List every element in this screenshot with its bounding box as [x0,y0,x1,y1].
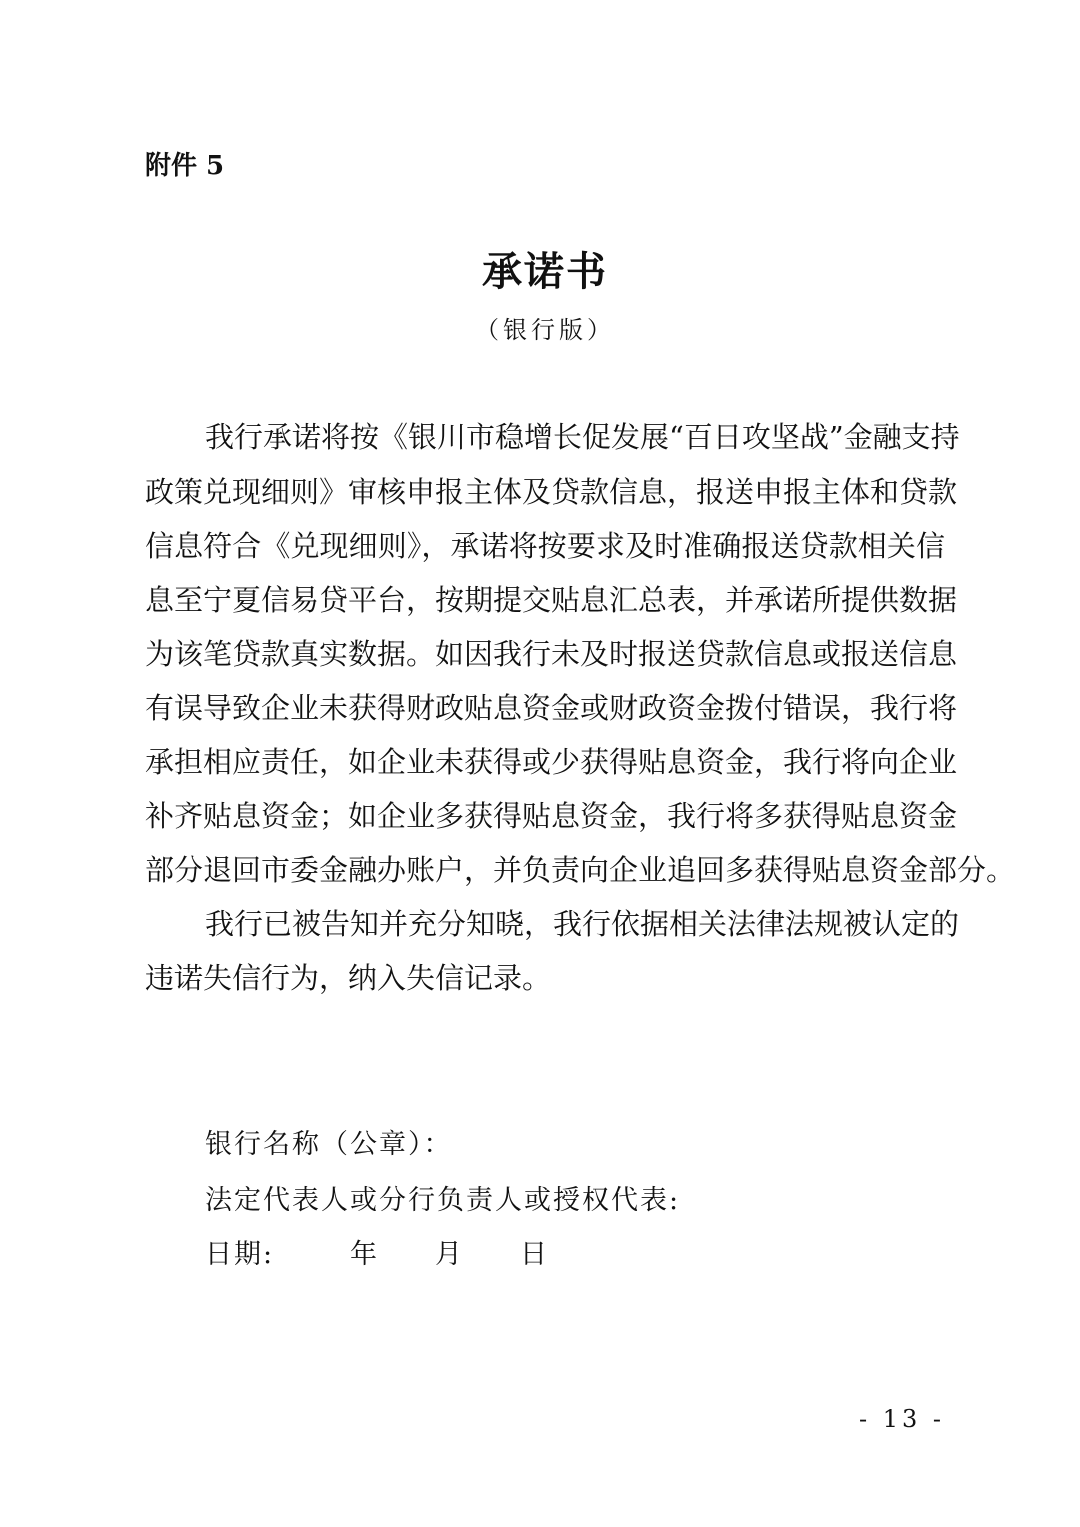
text-line: 我行已被告知并充分知晓，我行依据相关法律法规被认定的 [205,907,960,941]
document-title: 承诺书 [482,248,608,295]
month-label: 月 [435,1239,464,1270]
bank-name-label: 银行名称（公章）： [205,1129,453,1160]
date-line [205,1232,549,1271]
text-line: 补齐贴息资金；如企业多获得贴息资金，我行将多获得贴息资金 [145,799,958,833]
text-line: 政策兑现细则》审核申报主体及贷款信息，报送申报主体和贷款 [145,475,958,509]
attachment-label: 附件 5 [145,151,225,181]
text-line: 信息符合《兑现细则》，承诺将按要求及时准确报送贷款相关信 [145,529,945,563]
text-line: 息至宁夏信易贷平台，按期提交贴息汇总表，并承诺所提供数据 [145,583,958,617]
text-line: 承担相应责任，如企业未获得或少获得贴息资金，我行将向企业 [145,745,958,779]
day-label: 日 [520,1239,549,1270]
text-line: 为该笔贷款真实数据。如因我行未及时报送贷款信息或报送信息 [145,637,958,671]
text-line: 部分退回市委金融办账户，并负责向企业追回多获得贴息资金部分。 [145,853,1016,887]
page-number: - 13 - [858,1405,945,1433]
representative-label: 法定代表人或分行负责人或授权代表: [205,1185,681,1216]
text-line: 我行承诺将按《银川市稳增长促发展“百日攻坚战”金融支持 [205,420,960,454]
year-label: 年 [350,1239,379,1270]
document-subtitle: （银行版） [475,316,615,344]
text-line: 违诺失信行为，纳入失信记录。 [145,961,552,995]
date-label: 日期: [205,1239,275,1270]
text-line: 有误导致企业未获得财政贴息资金或财政资金拨付错误，我行将 [145,691,958,725]
